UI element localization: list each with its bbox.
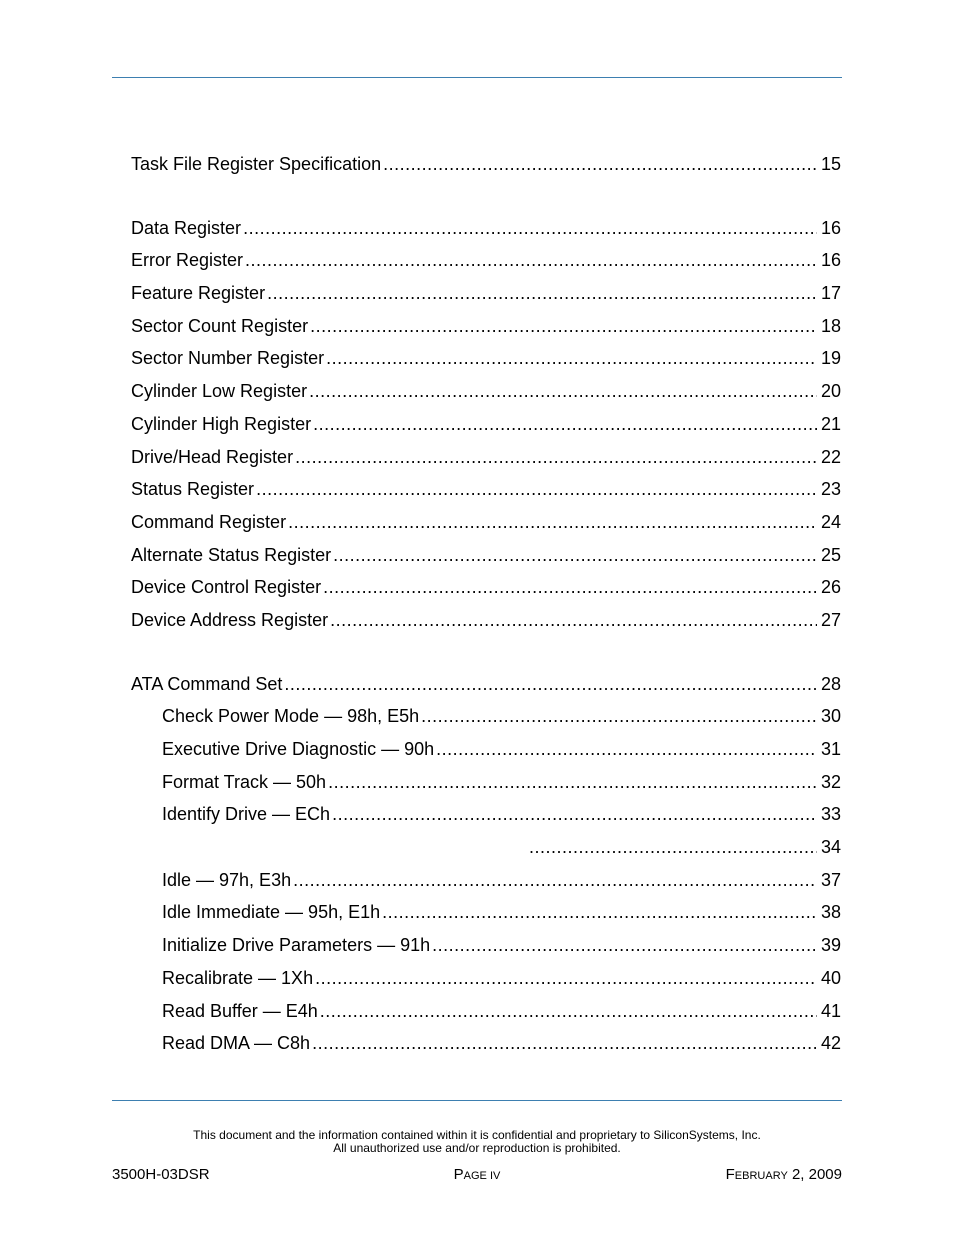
- toc-entry[interactable]: [131, 539, 841, 572]
- toc-entry-title: Executive Drive Diagnostic — 90h: [162, 739, 435, 759]
- toc-entry-page: 19: [820, 348, 841, 369]
- toc-entry[interactable]: [131, 995, 841, 1028]
- toc-entry-page: 40: [820, 967, 841, 988]
- toc-entry-title: Idle — 97h, E3h: [162, 869, 292, 890]
- toc-entry[interactable]: [131, 408, 841, 441]
- dot-leader: [382, 896, 817, 929]
- toc-entry-title: Sector Number Register: [131, 348, 325, 369]
- toc-entry[interactable]: [131, 766, 841, 799]
- dot-leader: [256, 473, 817, 506]
- dot-leader: [436, 733, 817, 766]
- dot-leader: [295, 441, 817, 474]
- toc-entry-page: 32: [820, 771, 841, 792]
- toc-entry[interactable]: [131, 310, 841, 343]
- dot-leader: [293, 864, 817, 897]
- toc-entry-title: Read DMA — C8h: [162, 1033, 311, 1054]
- date-month-rest: EBRUARY: [734, 1170, 788, 1182]
- toc-entry-title: Command Register: [131, 511, 287, 532]
- dot-leader: [432, 929, 817, 962]
- toc-entry[interactable]: [131, 896, 841, 929]
- dot-leader: [267, 277, 817, 310]
- footer-rule: [112, 1100, 842, 1101]
- confidentiality-line-1: This document and the information contained within it is confidential and proprietary to SiliconSystems, Inc.: [193, 1128, 761, 1142]
- toc-entry-title: Read Buffer — E4h: [162, 1000, 318, 1021]
- toc-entry-page: 34: [820, 837, 841, 858]
- toc-entry-page: 28: [820, 673, 841, 694]
- toc-entry-page: 26: [820, 577, 841, 598]
- dot-leader: [328, 766, 817, 799]
- toc-entry-page: 38: [820, 902, 841, 923]
- document-number: 3500H-03DSR: [112, 1166, 210, 1183]
- toc-entry-page: 17: [820, 283, 841, 304]
- toc-entry[interactable]: [131, 929, 841, 962]
- toc-entry[interactable]: [131, 244, 841, 277]
- toc-entry[interactable]: [131, 571, 841, 604]
- toc-entry[interactable]: [131, 604, 841, 637]
- toc-entry-title: Recalibrate — 1Xh: [162, 967, 314, 988]
- toc-entry-page: 18: [820, 315, 841, 336]
- toc-entry-page: 20: [820, 381, 841, 402]
- dot-leader: [333, 539, 817, 572]
- toc-entry-title: Initialize Drive Parameters — 91h: [162, 935, 431, 956]
- dot-leader: [245, 244, 817, 277]
- toc-entry-title: Format Track — 50h: [162, 771, 327, 792]
- date-day-year: 2, 2009: [787, 1166, 842, 1183]
- toc-entry-page: 15: [820, 154, 841, 174]
- toc-entry-title: Check Power Mode — 98h, E5h: [162, 706, 420, 727]
- toc-entry[interactable]: [131, 1027, 841, 1060]
- toc-entry-title: Identify Drive — ECh: [162, 804, 331, 825]
- dot-leader: [529, 831, 817, 864]
- toc-entry-page: 30: [820, 706, 841, 727]
- toc-entry[interactable]: [131, 668, 841, 701]
- table-of-contents: [131, 148, 841, 1060]
- toc-entry-title: Device Control Register: [131, 577, 322, 598]
- toc-entry[interactable]: [131, 798, 841, 831]
- toc-entry-page: 21: [820, 413, 841, 434]
- toc-entry-title: Cylinder High Register: [131, 413, 312, 434]
- toc-entry[interactable]: [131, 277, 841, 310]
- toc-entry-title: Task File Register Specification: [131, 154, 382, 174]
- toc-entry-page: 41: [820, 1000, 841, 1021]
- toc-entry-page: 23: [820, 479, 841, 500]
- dot-leader: [326, 342, 817, 375]
- dot-leader: [310, 310, 817, 343]
- toc-entry-title: Feature Register: [131, 283, 266, 304]
- dot-leader: [284, 668, 817, 701]
- toc-entry-page: 33: [820, 804, 841, 825]
- dot-leader: [330, 604, 817, 637]
- page-label-rest: AGE IV: [463, 1170, 501, 1182]
- dot-leader: [313, 408, 817, 441]
- toc-entry-page: 27: [820, 609, 841, 630]
- toc-entry[interactable]: [131, 148, 841, 181]
- toc-entry-title: Drive/Head Register: [131, 446, 294, 467]
- toc-entry[interactable]: [131, 962, 841, 995]
- toc-entry-title: Cylinder Low Register: [131, 381, 308, 402]
- document-date: [726, 1166, 842, 1183]
- toc-entry-title: Device Address Register: [131, 609, 329, 630]
- dot-leader: [309, 375, 817, 408]
- dot-leader: [312, 1027, 817, 1060]
- toc-entry-page: 22: [820, 446, 841, 467]
- toc-entry-title: Error Register: [131, 250, 244, 271]
- dot-leader: [323, 571, 817, 604]
- dot-leader: [320, 995, 817, 1028]
- toc-entry-page: 16: [820, 217, 841, 238]
- dot-leader: [421, 700, 817, 733]
- page-label-initial: P: [453, 1166, 464, 1183]
- toc-entry[interactable]: [131, 441, 841, 474]
- toc-entry-page: 25: [820, 544, 841, 565]
- toc-entry-title: Data Register: [131, 217, 242, 238]
- toc-entry[interactable]: [131, 700, 841, 733]
- toc-entry[interactable]: [131, 342, 841, 375]
- dot-leader: [332, 798, 817, 831]
- toc-entry-title: Idle Immediate — 95h, E1h: [162, 902, 381, 923]
- toc-entry[interactable]: [131, 506, 841, 539]
- toc-entry[interactable]: [131, 375, 841, 408]
- toc-entry-page: 31: [820, 739, 841, 759]
- confidentiality-line-2: All unauthorized use and/or reproduction is prohibited.: [333, 1141, 621, 1155]
- toc-entry-title: Sector Count Register: [131, 315, 309, 336]
- dot-leader: [288, 506, 817, 539]
- date-initial: F: [725, 1166, 735, 1183]
- confidentiality-notice: [0, 1129, 954, 1155]
- toc-entry-title: Status Register: [131, 479, 255, 500]
- toc-entry-page: 37: [820, 869, 841, 890]
- toc-entry[interactable]: [131, 733, 841, 766]
- toc-entry[interactable]: [131, 831, 841, 864]
- dot-leader: [383, 148, 817, 181]
- toc-entry-title: Alternate Status Register: [131, 544, 332, 565]
- toc-entry[interactable]: [131, 212, 841, 245]
- toc-entry-page: 16: [820, 250, 841, 271]
- toc-entry-page: 39: [820, 935, 841, 956]
- toc-entry[interactable]: [131, 473, 841, 506]
- header-rule: [112, 77, 842, 78]
- toc-entry-page: 42: [820, 1033, 841, 1054]
- toc-entry[interactable]: [131, 864, 841, 897]
- toc-entry-title: ATA Command Set: [131, 673, 283, 694]
- toc-entry-page: 24: [820, 511, 841, 532]
- dot-leader: [243, 212, 817, 245]
- dot-leader: [315, 962, 817, 995]
